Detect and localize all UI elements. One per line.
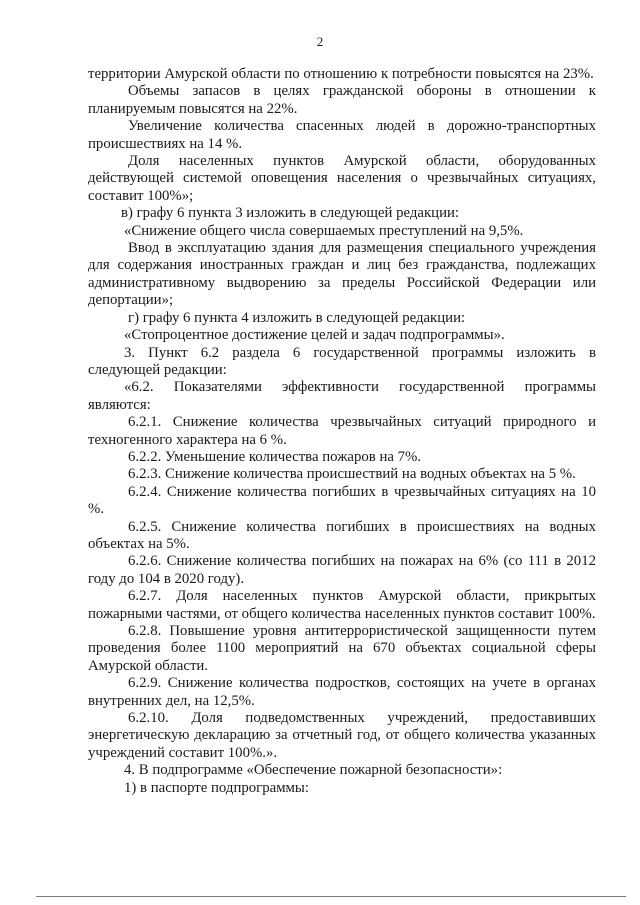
page-number: 2 [316,34,324,49]
paragraph-item-v: в) графу 6 пункта 3 изложить в следующей редакции: [121,205,460,222]
paragraph-subitem-1: 1) в паспорте подпрограммы: [124,779,309,796]
paragraph-indicators-heading: «6.2. Показателями эффективности государственной программы являются: [88,379,596,413]
paragraph-indicator-6-2-8: 6.2.8. Повышение уровня антитеррористической защищенности путем проведения более 1100 мероприятий на 670 объектах социальной сферы Амурской области. [88,623,596,674]
paragraph-indicator-6-2-4: 6.2.4. Снижение количества погибших в чрезвычайных ситуациях на 10 %. [88,483,596,518]
paragraph-warning-system-share: Доля населенных пунктов Амурской области, оборудованных действующей системой оповещения населения о чрезвычайных ситуациях, составит 100%»; [88,153,596,204]
paragraph-indicator-6-2-2: 6.2.2. Уменьшение количества пожаров на 7%. [128,448,422,465]
paragraph-crime-reduction: «Снижение общего числа совершаемых преступлений на 9,5%. [124,222,524,239]
paragraph-indicator-6-2-7: 6.2.7. Доля населенных пунктов Амурской области, прикрытых пожарными частями, от общего количества населенных пунктов составит 100%. [88,588,596,622]
paragraph-indicator-6-2-1: 6.2.1. Снижение количества чрезвычайных ситуаций природного и техногенного характера на 6 %. [88,414,596,448]
paragraph-civil-defense-reserves: Объемы запасов в целях гражданской обороны в отношении к планируемым повысятся на 22%. [88,83,596,117]
paragraph-indicator-6-2-6: 6.2.6. Снижение количества погибших на пожарах на 6% (со 111 в 2012 году до 104 в 2020 году). [88,553,596,587]
paragraph-special-facility: Ввод в эксплуатацию здания для размещения специального учреждения для содержания иностранных граждан и лиц без гражданства, подлежащих административному выдворению за пределы Российской Федерации или депортации»; [88,240,596,309]
paragraph-indicator-6-2-3: 6.2.3. Снижение количества происшествий на водных объектах на 5 %. [128,466,576,483]
paragraph-indicator-6-2-9: 6.2.9. Снижение количества подростков, состоящих на учете в органах внутренних дел, на 12,5%. [88,675,596,709]
paragraph-clause-3: 3. Пункт 6.2 раздела 6 государственной программы изложить в следующей редакции: [88,344,596,378]
scan-bottom-edge [36,896,626,897]
paragraph-item-g: г) графу 6 пункта 4 изложить в следующей редакции: [128,309,466,326]
paragraph-indicator-6-2-5: 6.2.5. Снижение количества погибших в происшествиях на водных объектах на 5%. [88,518,596,552]
document-body [88,66,596,797]
paragraph-subprogram-goals: «Стопроцентное достижение целей и задач подпрограммы». [124,327,505,344]
paragraph-continuation: территории Амурской области по отношению к потребности повысятся на 23%. [88,66,594,82]
paragraph-indicator-6-2-10: 6.2.10. Доля подведомственных учреждений, предоставивших энергетическую декларацию за отчетный год, от общего количества указанных учреждений составит 100%.». [88,710,596,761]
paragraph-road-accident-rescue: Увеличение количества спасенных людей в дорожно-транспортных происшествиях на 14 %. [88,118,596,152]
paragraph-clause-4: 4. В подпрограмме «Обеспечение пожарной безопасности»: [124,762,503,779]
